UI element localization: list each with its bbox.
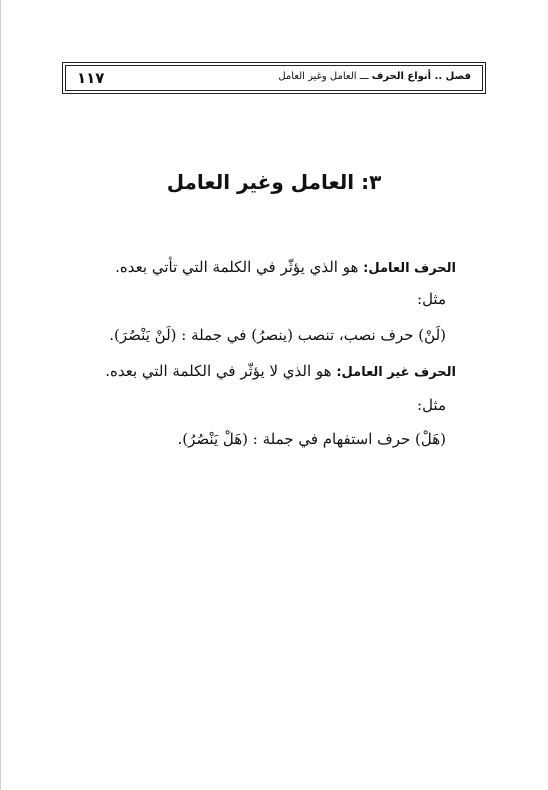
definition-working-letter [115, 258, 456, 276]
page-number: ١١٧ [77, 69, 105, 87]
running-header-title [278, 71, 471, 82]
definition-nonworking-letter [105, 362, 456, 380]
term-label: الحرف العامل: [363, 261, 456, 276]
running-header [62, 62, 486, 94]
example-text: (لَنْ) حرف نصب، تنصب (ينصرُ) في جملة : (لَنْ يَنْصُرَ). [109, 326, 446, 344]
chapter-title: فصل .. أنواع الحرف [371, 71, 471, 82]
term-label: الحرف غير العامل: [336, 365, 456, 380]
example-text: (هَلْ) حرف استفهام في جملة : (هَلْ يَنْصُرُ). [177, 430, 446, 448]
definition-text: هو الذي يؤثّر في الكلمة التي تأتي بعده. [115, 258, 364, 276]
section-heading: ٣: العامل وغير العامل [166, 170, 382, 194]
example-label: مثل: [417, 396, 446, 414]
definition-text: هو الذي لا يؤثّر في الكلمة التي بعده. [105, 362, 337, 380]
example-label: مثل: [417, 290, 446, 308]
section-title: ـــ العامل وغير العامل [278, 71, 372, 82]
